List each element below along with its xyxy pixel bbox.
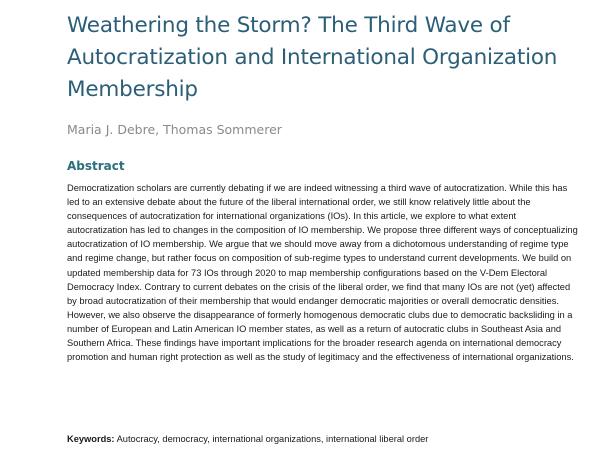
author-list: Maria J. Debre, Thomas Sommerer xyxy=(67,122,282,137)
abstract-text: Democratization scholars are currently debating if we are indeed witnessing a third wave of autocratization. While this has led to an extensive debate about the future of the liberal international order, we still know relatively little about the consequences of autocratization for international organizations (IOs). In this article, we explore to what extent autocratization has led to changes in the composition of IO membership. We propose three different ways of conceptualizing autocratization of IO membership. We argue that we should move away from a dichotomous understanding of regime type and regime change, but rather focus on composition of sub-regime types to understand current developments. We build on updated membership data for 73 IOs through 2020 to map membership configurations based on the V-Dem Electoral Democracy Index. Contrary to current debates on the crisis of the liberal order, we find that many IOs are not (yet) affected by broad autocratization of their membership that would endanger democratic majorities or overall democratic densities. However, we also observe the disappearance of formerly homogenous democratic clubs due to democratic backsliding in a number of European and Latin American IO member states, as well as a return of autocratic clubs in Southeast Asia and Southern Africa. These findings have important implications for the broader research agenda on international democracy promotion and human right protection as well as the study of legitimacy and the effectiveness of international organizations. xyxy=(67,183,578,363)
abstract-heading: Abstract xyxy=(67,159,125,173)
keywords-label: Keywords: xyxy=(67,434,115,444)
keywords-text: Autocracy, democracy, international organizations, international liberal order xyxy=(114,434,429,444)
paper-title: Weathering the Storm? The Third Wave of Autocratization and International Organization Membership xyxy=(67,13,558,102)
keywords-line xyxy=(67,432,579,446)
